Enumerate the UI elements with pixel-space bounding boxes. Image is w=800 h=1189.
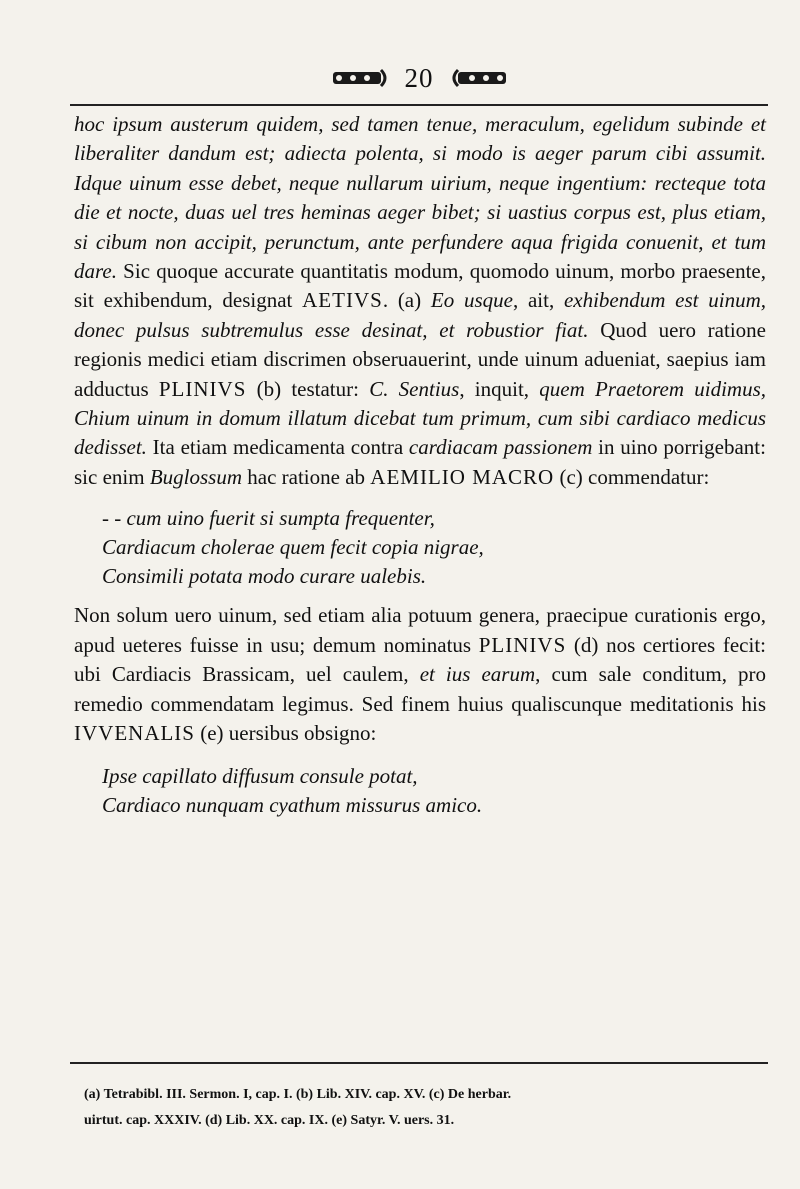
text-run: Non solum uero uinum, sed etiam alia potuum genera, praecipue curationis ergo, apud ueteres fuisse in usu; demum nominatus	[74, 603, 766, 657]
italic-text-run: Eo usque	[430, 288, 513, 313]
main-text	[74, 110, 766, 820]
verse-line: Ipse capillato diffusum consule potat,	[102, 764, 418, 789]
author-name: AEMILIO MACRO	[370, 464, 555, 489]
text-run: , cum sale conditum, pro remedio commendatam legimus. Sed finem huius qualiscunque meditationis his	[74, 662, 766, 716]
italic-text-run: hoc ipsum austerum quidem, sed tamen tenue, meraculum, egelidum subinde et liberaliter dandum est; adiecta polenta, si modo is aeger parum cibi assumit. Idque uinum esse debet, neque nullarum uirium, neque ingentium: recteque tota die et nocte, duas uel tres heminas aeger bibet; si uastius corpus est, plus etiam, si cibum non accipit, perunctum, ante perfundere aqua frigida conuenit, et tum dare.	[74, 112, 766, 284]
italic-text-run: cardiacam passionem	[408, 435, 593, 460]
author-name: AETIVS	[302, 288, 383, 313]
italic-text-run: quem Praetorem uidimus, Chium uinum in domum illatum dicebat tum primum, cum sibi cardiaco medicus dedisset.	[74, 376, 766, 460]
italic-text-run: et ius earum	[419, 662, 536, 687]
italic-text-run: Buglossum	[149, 464, 243, 489]
page-number: 20	[404, 62, 434, 93]
italic-text-run: C. Sentius	[369, 376, 460, 401]
left-ornament-icon	[329, 67, 391, 89]
author-name: IVVENALIS	[74, 720, 195, 745]
footnote-rule	[70, 1062, 768, 1064]
italic-text-run: exhibendum est uinum, donec pulsus subtremulus esse desinat, et robustior fiat.	[74, 288, 766, 342]
verse-quote-2	[102, 762, 766, 820]
text-run: (e) uersibus obsigno:	[194, 720, 377, 745]
footnotes	[84, 1082, 766, 1134]
footnote-line: uirtut. cap. XXXIV. (d) Lib. XX. cap. IX. (e) Satyr. V. uers. 31.	[84, 1113, 455, 1128]
text-run: , ait,	[512, 288, 564, 313]
text-run: (d) nos certiores fecit: ubi Cardiacis Brassicam, uel caulem,	[74, 632, 767, 687]
author-name: PLINIVS	[478, 632, 567, 657]
text-run: Quod uero ratione regionis medici etiam discrimen obseruauerint, unde uinum adueniat, saepius iam adductus	[74, 317, 766, 401]
text-run: Sic quoque accurate quantitatis modum, quomodo uinum, morbo praesente, sit exhibendum, designat	[74, 259, 766, 313]
verse-line: Consimili potata modo curare ualebis.	[102, 564, 427, 589]
text-run: hac ratione ab	[242, 464, 371, 489]
text-run: , inquit,	[459, 376, 540, 401]
footnote-line: (a) Tetrabibl. III. Sermon. I, cap. I. (b) Lib. XIV. cap. XV. (c) De herbar.	[84, 1087, 512, 1102]
text-run: (c) commendatur:	[554, 464, 710, 489]
right-ornament-icon	[448, 67, 510, 89]
paragraph-2	[74, 601, 766, 748]
text-run: in uino porrigebant: sic enim	[74, 435, 766, 489]
page-header	[70, 58, 768, 98]
text-run: Ita etiam medicamenta contra	[146, 435, 409, 460]
verse-line: Cardiacum cholerae quem fecit copia nigrae,	[102, 535, 484, 560]
paragraph-1	[74, 110, 766, 492]
header-rule	[70, 104, 768, 106]
verse-line: - - cum uino fuerit si sumpta frequenter,	[102, 506, 435, 531]
verse-quote-1	[102, 504, 766, 591]
author-name: PLINIVS	[158, 376, 247, 401]
text-run: (b) testatur:	[246, 376, 370, 401]
text-run: . (a)	[382, 288, 431, 313]
verse-line: Cardiaco nunquam cyathum missurus amico.	[102, 793, 483, 818]
